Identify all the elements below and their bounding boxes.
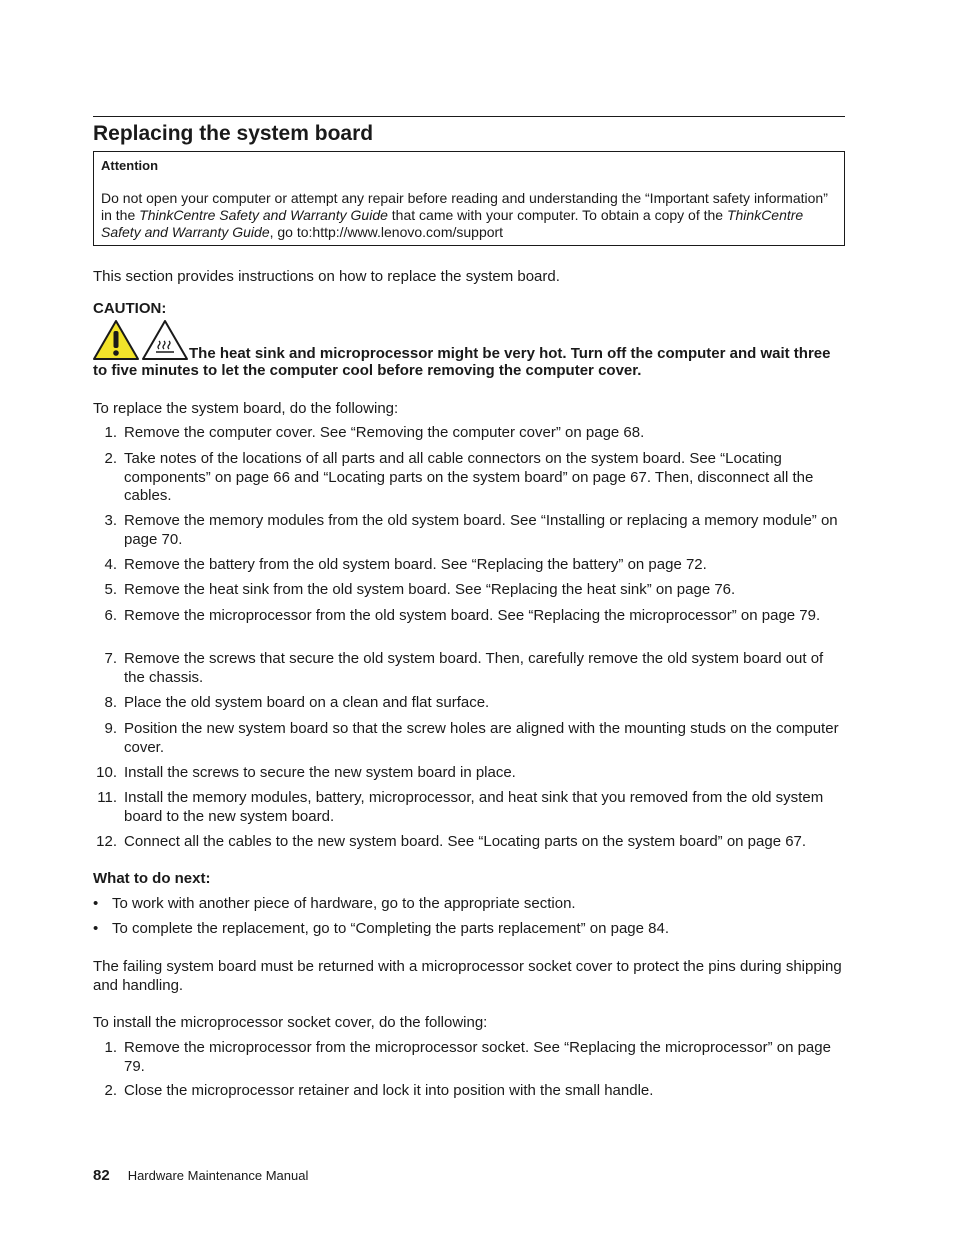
return-note: The failing system board must be returned with a microprocessor socket cover to protect the pins during shipping and handling. <box>93 958 842 994</box>
caution-text: The heat sink and microprocessor might be very hot. Turn off the computer and wait three to five minutes to let the computer cool before removing the computer cover. <box>93 345 831 379</box>
manual-title: Hardware Maintenance Manual <box>127 1168 309 1183</box>
guide-title-1: ThinkCentre Safety and Warranty Guide <box>139 207 388 223</box>
guide-title-2: ThinkCentre Safety and Warranty Guide <box>101 207 804 240</box>
attention-box <box>93 151 845 246</box>
attention-text-2: that came with your computer. To obtain a copy of the <box>387 207 727 223</box>
top-rule <box>93 116 845 117</box>
attention-text-1: Do not open your computer or attempt any repair before reading and understanding the “Important safety information” in the <box>101 190 828 223</box>
procedure-intro: To replace the system board, do the following: <box>93 400 399 417</box>
next-steps-heading: What to do next: <box>93 870 211 887</box>
attention-title: Attention <box>101 158 159 173</box>
page-title: Replacing the system board <box>93 122 374 145</box>
attention-body <box>101 190 837 241</box>
intro-paragraph: This section provides instructions on how to replace the system board. <box>93 268 560 285</box>
page-footer <box>93 1166 308 1186</box>
socket-procedure-intro: To install the microprocessor socket cover, do the following: <box>93 1014 488 1031</box>
caution-label: CAUTION: <box>93 300 167 317</box>
document-page: Replacing the system board Attention Do not open your computer or attempt any repair before reading and understanding the “Important safety information” in the ThinkCentre Safety and Warranty Guide that came with your computer. To obtain a copy of the ThinkCentre Safety and Warranty Guide, go to:http://www.lenovo.com/support This section provides instructions on how to replace the system board. CAUTION: The heat sink and microprocessor might be very hot. Turn off the computer and wait three to five minutes to let the computer cool before removing the computer cover. To replace the system board, do the following: 1. Remove the computer cover. See “Removing the computer cover” on page 68. 2. Take notes of the locations of all parts and all cable connectors on the system board. See “Locating components” on page 66 and “Locating parts on the system board” on page 67. Then, disconnect all the cables. 3. Remove the memory modules from the old system board. See “Installing or replacing a memory module” on page 70. 4. Remove the battery from the old system board. See “Replacing the battery” on page 72. 5. Remove the heat sink from the old system board. See “Replacing the heat sink” on page 76. 6. Remove the microprocessor from the old system board. See “Replacing the microprocessor” on page 79. 7. Remove the screws that secure the old system board. Then, carefully remove the old system board out of the chassis. 8. Place the old system board on a clean and flat surface. 9. Position the new system board so that the screw holes are aligned with the mounting studs on the computer cover. 10. Install the screws to secure the new system board in place. 11. Install the memory modules, battery, microprocessor, and heat sink that you removed from the old system board to the new system board. 12. Connect all the cables to the new system board. See “Locating parts on the system board” on page 67. What to do next: • To work with another piece of hardware, go to the appropriate section. • To complete the replacement, go to “Completing the parts replacement” on page 84. The failing system board must be returned with a microprocessor socket cover to protect the pins during shipping and handling. To install the microprocessor socket cover, do the following: 1. Remove the microprocessor from the microprocessor socket. See “Replacing the microprocessor” on page 79. 2. Close the microprocessor retainer and lock it into position with the small handle. 82 Hardware Maintenance Manual <box>93 0 845 1235</box>
page-number: 82 <box>93 1167 110 1184</box>
attention-text-3: , go to:http://www.lenovo.com/support <box>269 224 504 240</box>
